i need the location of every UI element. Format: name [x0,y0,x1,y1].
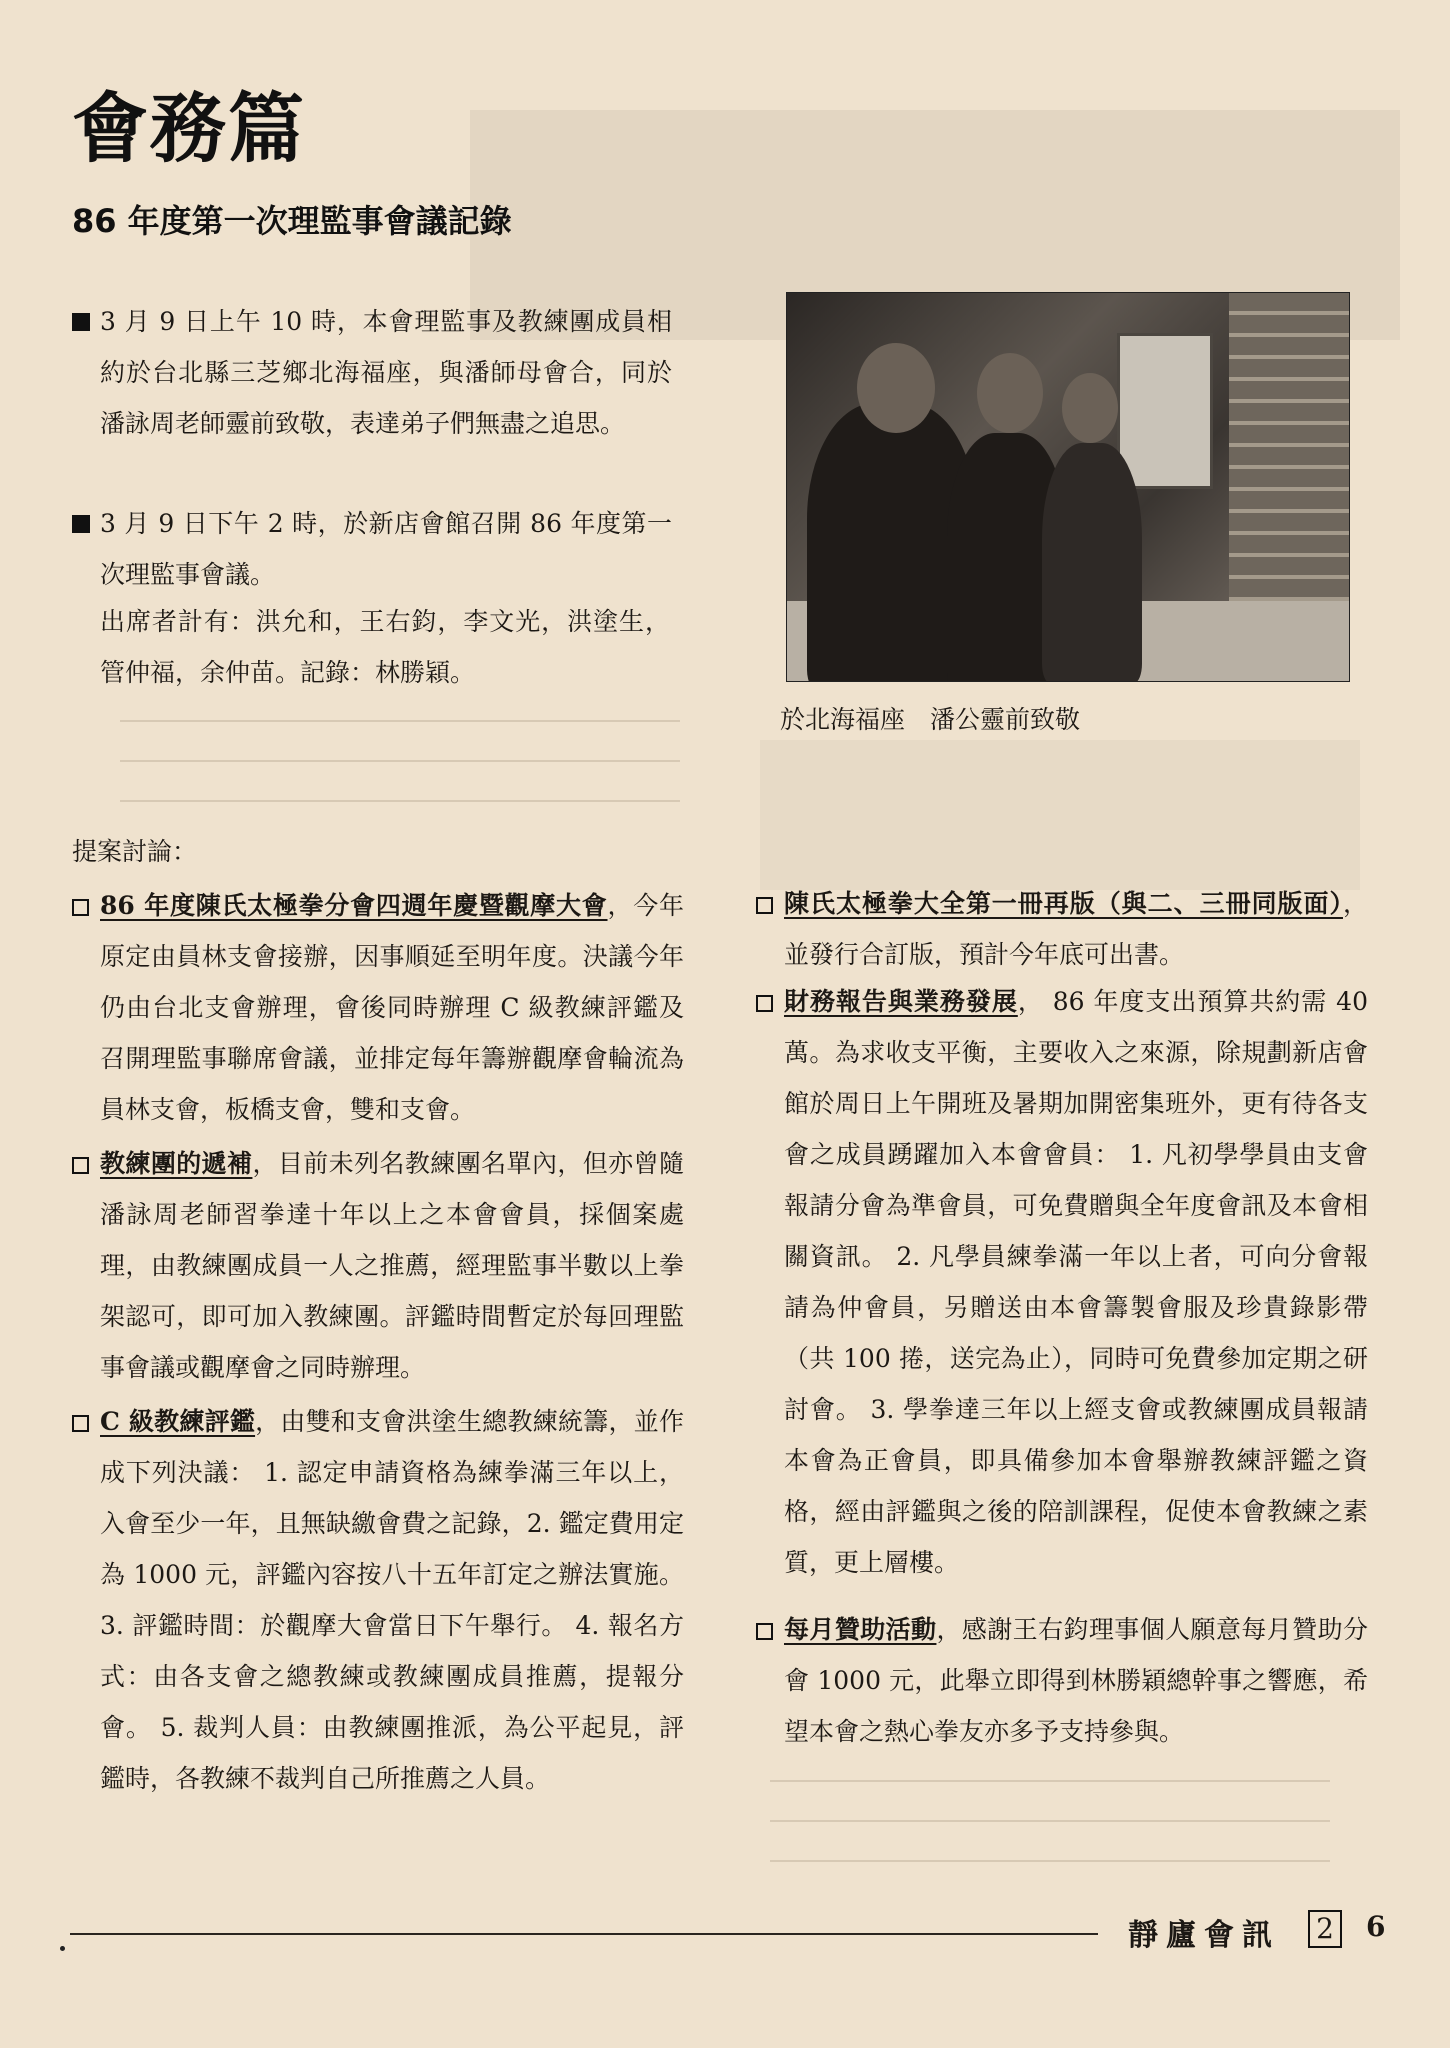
bleed-through-line [770,1780,1330,1782]
proposal-text: ，今年原定由員林支會接辦，因事順延至明年度。決議今年仍由台北支會辦理，會後同時辦理 C 級教練評鑑及召開理監事聯席會議，並排定每年籌辦觀摩會輪流為員林支會，板橋支會，雙和支會。 [100,891,684,1124]
proposal-title: 86 年度陳氏太極拳分會四週年慶暨觀摩大會 [100,891,608,920]
proposal-item [72,1138,709,1393]
proposal-title: 陳氏太極拳大全第一冊再版（與二、三冊同版面） [784,889,1343,918]
proposal-item [756,1604,1368,1757]
checkbox-square-icon [72,880,93,931]
photo-memorial-tribute [786,292,1350,682]
footer-dot [60,1946,65,1951]
bleed-through-background [760,740,1360,890]
proposal-title: 每月贊助活動 [784,1615,937,1644]
attendees: 出席者計有：洪允和，王右鈞，李文光，洪塗生，管仲福，余仲苗。記錄：林勝穎。 [100,607,670,687]
discussion-label: 提案討論： [72,837,198,866]
meeting-item [72,498,672,600]
bleed-through-line [770,1820,1330,1822]
proposal-title: 財務報告與業務發展 [784,987,1018,1016]
checkbox-square-icon [72,1396,93,1447]
bullet-square-icon [72,296,96,347]
meeting-item-text: 3 月 9 日上午 10 時，本會理監事及教練團成員相約於台北縣三芝鄉北海福座，與潘師母會合，同於 潘詠周老師靈前致敬，表達弟子們無盡之追思。 [100,307,698,438]
proposal-item [72,880,684,1135]
proposal-text: ，並發行合訂版，預計今年底可出書。 [784,889,1368,969]
proposal-item [756,878,1368,980]
bleed-through-line [770,1860,1330,1862]
checkbox-square-icon [72,1138,93,1189]
proposal-item [72,1396,684,1804]
footer-rule [70,1933,1098,1935]
meeting-item-text: 3 月 9 日下午 2 時，於新店會館召開 86 年度第一次理監事會議。 [100,509,672,589]
proposal-title: 教練團的遞補 [100,1149,253,1178]
checkbox-square-icon [756,878,777,929]
proposal-text: ，目前未列名教練團名單內，但亦曾隨 潘詠周老師習拳達十年以上之本會會員，採個案處理，由教練團成員一人之推薦，經理監事半數以上拳架認可，即可加入教練團。評鑑時間暫定於每回理監事會議或觀摩會之同時辦理。 [100,1149,709,1382]
proposal-text: ，感謝王右鈞理事個人願意每月贊助分會 1000 元，此舉立即得到林勝穎總幹事之響應，希望本會之熱心拳友亦多予支持參與。 [784,1615,1368,1746]
proposal-text: ， 86 年度支出預算共約需 40 萬。為求收支平衡，主要收入之來源，除規劃新店會館於周日上午開班及暑期加開密集班外，更有待各支會之成員踴躍加入本會會員： 1. 凡初學學員由支會報請分會為準會員，可免費贈與全年度會訊及本會相關資訊。 2. 凡學員練拳滿一年以上者，可向分會報請為仲會員，另贈送由本會籌製會服及珍貴錄影帶（共 100 捲，送完為止），同時可免費參加定期之研討會。 3. 學拳達三年以上經支會或教練團成員報請本會為正會員，即具備參加本會舉辦教練評鑑之資格，經由評鑑與之後的陪訓課程，促使本會教練之素質，更上層樓。 [784,987,1368,1577]
proposal-item [756,976,1368,1588]
meeting-item [72,296,698,449]
checkbox-square-icon [756,1604,777,1655]
newsletter-title: 靜廬會訊 [1128,1918,1280,1953]
proposal-text: ，由雙和支會洪塗生總教練統籌，並作成下列決議： 1. 認定申請資格為練拳滿三年以上，入會至少一年，且無缺繳會費之記錄，2. 鑑定費用定為 1000 元，評鑑內容按八十五年訂定之辦法實施。 3. 評鑑時間：於觀摩大會當日下午舉行。 4. 報名方式：由各支會之總教練或教練團成員推薦，提報分會。 5. 裁判人員：由教練團推派，為公平起見，評鑑時，各教練不裁判自己所推薦之人員。 [100,1407,684,1793]
bleed-through-line [120,720,680,722]
bleed-through-line [120,760,680,762]
checkbox-square-icon [756,976,777,1027]
bullet-square-icon [72,498,96,549]
bleed-through-line [120,800,680,802]
proposal-title: C 級教練評鑑 [100,1407,256,1436]
section-title: 會務篇 [72,84,306,173]
issue-number: 2 [1308,1910,1342,1948]
photo-caption: 於北海福座 潘公靈前致敬 [780,705,1081,734]
page-number: 6 [1366,1910,1386,1943]
article-title: 86 年度第一次理監事會議記錄 [72,202,512,240]
